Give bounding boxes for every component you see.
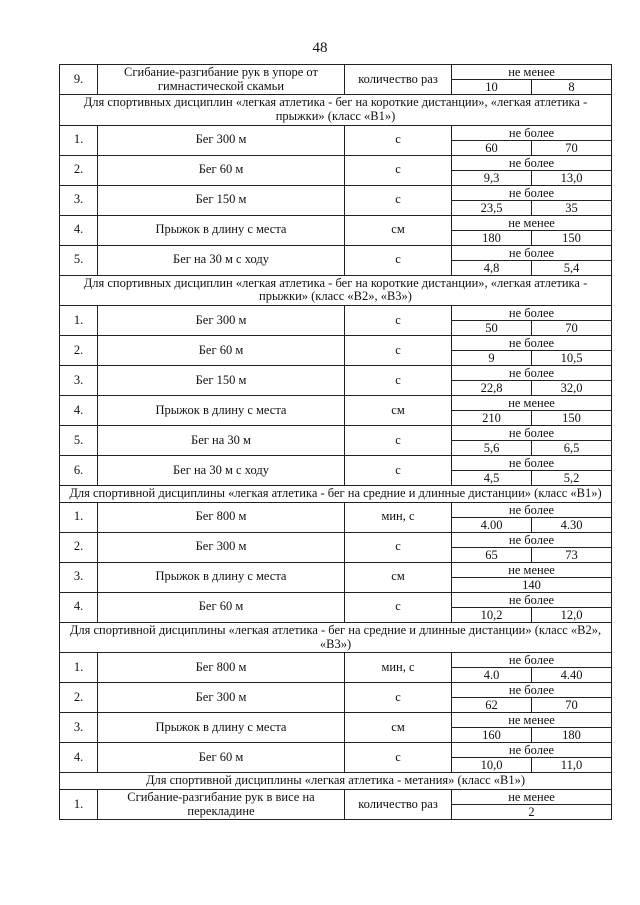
norm-condition: не более bbox=[452, 366, 611, 381]
norm-value-second: 150 bbox=[562, 230, 581, 245]
unit-of-measure: см bbox=[345, 396, 452, 426]
norm-value-first: 60 bbox=[452, 141, 532, 155]
exercise-name: Бег на 30 м bbox=[98, 426, 345, 456]
norm-value-first: 210 bbox=[452, 411, 532, 425]
norm-condition: не более bbox=[452, 653, 611, 668]
norm-condition: не менее bbox=[452, 563, 611, 578]
exercise-name: Бег 300 м bbox=[98, 306, 345, 336]
unit-of-measure: мин, с bbox=[345, 502, 452, 532]
table-row bbox=[60, 396, 612, 426]
norm-cell bbox=[452, 592, 612, 622]
unit-of-measure: см bbox=[345, 215, 452, 245]
row-number: 2. bbox=[60, 532, 98, 562]
norm-value-second: 32,0 bbox=[560, 381, 583, 395]
exercise-name: Бег 60 м bbox=[98, 336, 345, 366]
table-row bbox=[60, 532, 612, 562]
norm-value-second: 5,2 bbox=[563, 471, 580, 485]
norm-value-first: 180 bbox=[452, 231, 532, 245]
row-number: 1. bbox=[60, 306, 98, 336]
table-row bbox=[60, 155, 612, 185]
row-number: 9. bbox=[60, 65, 98, 95]
table-row bbox=[60, 336, 612, 366]
exercise-name: Сгибание-разгибание рук в висе на перекладине bbox=[98, 790, 345, 820]
norm-value-first: 10,2 bbox=[452, 608, 532, 622]
exercise-name: Прыжок в длину с места bbox=[98, 396, 345, 426]
exercise-name: Бег 800 м bbox=[98, 653, 345, 683]
exercise-name: Бег на 30 м с ходу bbox=[98, 456, 345, 486]
norm-value-second: 6,5 bbox=[563, 441, 580, 455]
section-title: Для спортивной дисциплины «легкая атлетика - бег на средние и длинные дистанции» (класс «В1») bbox=[60, 486, 612, 503]
norm-condition: не менее bbox=[452, 713, 611, 728]
norm-condition: не менее bbox=[452, 65, 611, 80]
norm-value-second: 11,0 bbox=[560, 758, 583, 773]
norm-value-second: 4.30 bbox=[560, 517, 583, 532]
norm-value-first: 4.0 bbox=[452, 668, 532, 682]
section-header-row bbox=[60, 486, 612, 503]
norm-cell bbox=[452, 653, 612, 683]
unit-of-measure: с bbox=[345, 306, 452, 336]
norm-cell bbox=[452, 336, 612, 366]
norm-value-second: 35 bbox=[565, 200, 578, 215]
norm-value: 2 bbox=[528, 805, 535, 819]
section-title: Для спортивной дисциплины «легкая атлетика - бег на средние и длинные дистанции» (класс «В2», «В3») bbox=[60, 622, 612, 653]
norm-condition: не более bbox=[452, 306, 611, 321]
unit-of-measure: с bbox=[345, 743, 452, 773]
norm-cell bbox=[452, 125, 612, 155]
exercise-name: Бег 150 м bbox=[98, 185, 345, 215]
section-title: Для спортивной дисциплины «легкая атлетика - метания» (класс «В1») bbox=[60, 773, 612, 790]
table-row bbox=[60, 502, 612, 532]
table-row bbox=[60, 653, 612, 683]
norm-condition: не более bbox=[452, 456, 611, 471]
norm-value-first: 65 bbox=[452, 548, 532, 562]
norm-value-second: 70 bbox=[565, 698, 578, 713]
norm-condition: не более bbox=[452, 743, 611, 758]
norm-condition: не более bbox=[452, 336, 611, 351]
section-header-row bbox=[60, 95, 612, 126]
table-row bbox=[60, 713, 612, 743]
exercise-name: Бег 60 м bbox=[98, 743, 345, 773]
row-number: 1. bbox=[60, 502, 98, 532]
norm-condition: не менее bbox=[452, 396, 611, 411]
table-row bbox=[60, 185, 612, 215]
unit-of-measure: с bbox=[345, 366, 452, 396]
norm-cell bbox=[452, 306, 612, 336]
row-number: 4. bbox=[60, 743, 98, 773]
norm-value: 140 bbox=[522, 577, 541, 592]
section-title: Для спортивных дисциплин «легкая атлетика - бег на короткие дистанции», «легкая атлетика - прыжки» (класс «В1») bbox=[60, 95, 612, 126]
norm-value-first: 9 bbox=[452, 351, 532, 365]
row-number: 4. bbox=[60, 396, 98, 426]
table-row bbox=[60, 562, 612, 592]
table-row bbox=[60, 683, 612, 713]
unit-of-measure: с bbox=[345, 185, 452, 215]
norm-cell bbox=[452, 65, 612, 95]
norm-value-second: 8 bbox=[568, 80, 575, 94]
unit-of-measure: количество раз bbox=[345, 65, 452, 95]
unit-of-measure: с bbox=[345, 456, 452, 486]
exercise-name: Прыжок в длину с места bbox=[98, 713, 345, 743]
table-row bbox=[60, 245, 612, 275]
row-number: 5. bbox=[60, 426, 98, 456]
section-header-row bbox=[60, 622, 612, 653]
norm-value-second: 70 bbox=[565, 140, 578, 155]
table-row bbox=[60, 456, 612, 486]
row-number: 4. bbox=[60, 215, 98, 245]
section-title: Для спортивных дисциплин «легкая атлетика - бег на короткие дистанции», «легкая атлетика - прыжки» (класс «В2», «В3») bbox=[60, 275, 612, 306]
norm-value-first: 22,8 bbox=[452, 381, 532, 395]
row-number: 6. bbox=[60, 456, 98, 486]
unit-of-measure: с bbox=[345, 125, 452, 155]
row-number: 3. bbox=[60, 366, 98, 396]
exercise-name: Прыжок в длину с места bbox=[98, 562, 345, 592]
unit-of-measure: см bbox=[345, 713, 452, 743]
row-number: 2. bbox=[60, 336, 98, 366]
table-row bbox=[60, 125, 612, 155]
norm-value-second: 12,0 bbox=[560, 607, 583, 622]
exercise-name: Бег 300 м bbox=[98, 125, 345, 155]
norm-value-first: 5,6 bbox=[452, 441, 532, 455]
norm-value-first: 160 bbox=[452, 728, 532, 742]
norm-cell bbox=[452, 185, 612, 215]
norm-value-second: 13,0 bbox=[560, 170, 583, 185]
norm-condition: не более bbox=[452, 126, 611, 141]
row-number: 2. bbox=[60, 683, 98, 713]
unit-of-measure: с bbox=[345, 336, 452, 366]
norm-value-second: 73 bbox=[565, 547, 578, 562]
norm-cell bbox=[452, 502, 612, 532]
exercise-name: Бег 300 м bbox=[98, 683, 345, 713]
norm-condition: не более bbox=[452, 186, 611, 201]
norm-value-second: 5,4 bbox=[563, 260, 580, 275]
norm-condition: не менее bbox=[452, 790, 611, 805]
section-header-row bbox=[60, 275, 612, 306]
norm-value-first: 4,5 bbox=[452, 471, 532, 485]
norm-condition: не более bbox=[452, 593, 611, 608]
exercise-name: Бег 300 м bbox=[98, 532, 345, 562]
norm-condition: не более bbox=[452, 246, 611, 261]
table-row bbox=[60, 426, 612, 456]
row-number: 3. bbox=[60, 562, 98, 592]
norm-condition: не более bbox=[452, 426, 611, 441]
exercise-name: Бег на 30 м с ходу bbox=[98, 245, 345, 275]
unit-of-measure: мин, с bbox=[345, 653, 452, 683]
row-number: 2. bbox=[60, 155, 98, 185]
norm-cell bbox=[452, 426, 612, 456]
norm-condition: не более bbox=[452, 533, 611, 548]
norm-cell bbox=[452, 155, 612, 185]
section-header-row bbox=[60, 773, 612, 790]
norm-cell bbox=[452, 456, 612, 486]
norm-value-first: 62 bbox=[452, 698, 532, 712]
row-number: 5. bbox=[60, 245, 98, 275]
unit-of-measure: с bbox=[345, 683, 452, 713]
norm-value-second: 70 bbox=[565, 321, 578, 335]
row-number: 3. bbox=[60, 185, 98, 215]
unit-of-measure: с bbox=[345, 155, 452, 185]
standards-table bbox=[59, 64, 612, 820]
unit-of-measure: с bbox=[345, 592, 452, 622]
norm-value-second: 180 bbox=[562, 728, 581, 743]
norm-cell bbox=[452, 790, 612, 820]
norm-cell bbox=[452, 562, 612, 592]
table-row bbox=[60, 743, 612, 773]
exercise-name: Бег 150 м bbox=[98, 366, 345, 396]
norm-cell bbox=[452, 743, 612, 773]
norm-value-second: 10,5 bbox=[560, 351, 583, 365]
norm-value-first: 4,8 bbox=[452, 261, 532, 275]
table-row bbox=[60, 65, 612, 95]
row-number: 1. bbox=[60, 653, 98, 683]
row-number: 1. bbox=[60, 790, 98, 820]
norm-value-first: 23,5 bbox=[452, 201, 532, 215]
norm-value-second: 150 bbox=[562, 411, 581, 425]
unit-of-measure: с bbox=[345, 245, 452, 275]
norm-cell bbox=[452, 215, 612, 245]
norm-value-first: 9,3 bbox=[452, 171, 532, 185]
norm-cell bbox=[452, 396, 612, 426]
row-number: 4. bbox=[60, 592, 98, 622]
table-row bbox=[60, 790, 612, 820]
unit-of-measure: см bbox=[345, 562, 452, 592]
unit-of-measure: с bbox=[345, 532, 452, 562]
norm-value-first: 10,0 bbox=[452, 758, 532, 772]
exercise-name: Сгибание-разгибание рук в упоре от гимнастической скамьи bbox=[98, 65, 345, 95]
norm-cell bbox=[452, 245, 612, 275]
norm-condition: не более bbox=[452, 503, 611, 518]
norm-condition: не более bbox=[452, 683, 611, 698]
norm-condition: не менее bbox=[452, 216, 611, 231]
unit-of-measure: количество раз bbox=[345, 790, 452, 820]
exercise-name: Бег 60 м bbox=[98, 592, 345, 622]
page-number: 48 bbox=[312, 40, 328, 56]
norm-cell bbox=[452, 532, 612, 562]
row-number: 1. bbox=[60, 125, 98, 155]
norm-cell bbox=[452, 366, 612, 396]
table-row bbox=[60, 592, 612, 622]
norm-cell bbox=[452, 683, 612, 713]
norm-value-first: 4.00 bbox=[452, 518, 532, 532]
table-row bbox=[60, 306, 612, 336]
norm-condition: не более bbox=[452, 156, 611, 171]
table-row bbox=[60, 215, 612, 245]
norm-value-second: 4.40 bbox=[560, 668, 583, 683]
row-number: 3. bbox=[60, 713, 98, 743]
table-row bbox=[60, 366, 612, 396]
norm-cell bbox=[452, 713, 612, 743]
unit-of-measure: с bbox=[345, 426, 452, 456]
exercise-name: Прыжок в длину с места bbox=[98, 215, 345, 245]
norm-value-first: 10 bbox=[452, 80, 532, 94]
norm-value-first: 50 bbox=[452, 321, 532, 335]
exercise-name: Бег 800 м bbox=[98, 502, 345, 532]
exercise-name: Бег 60 м bbox=[98, 155, 345, 185]
